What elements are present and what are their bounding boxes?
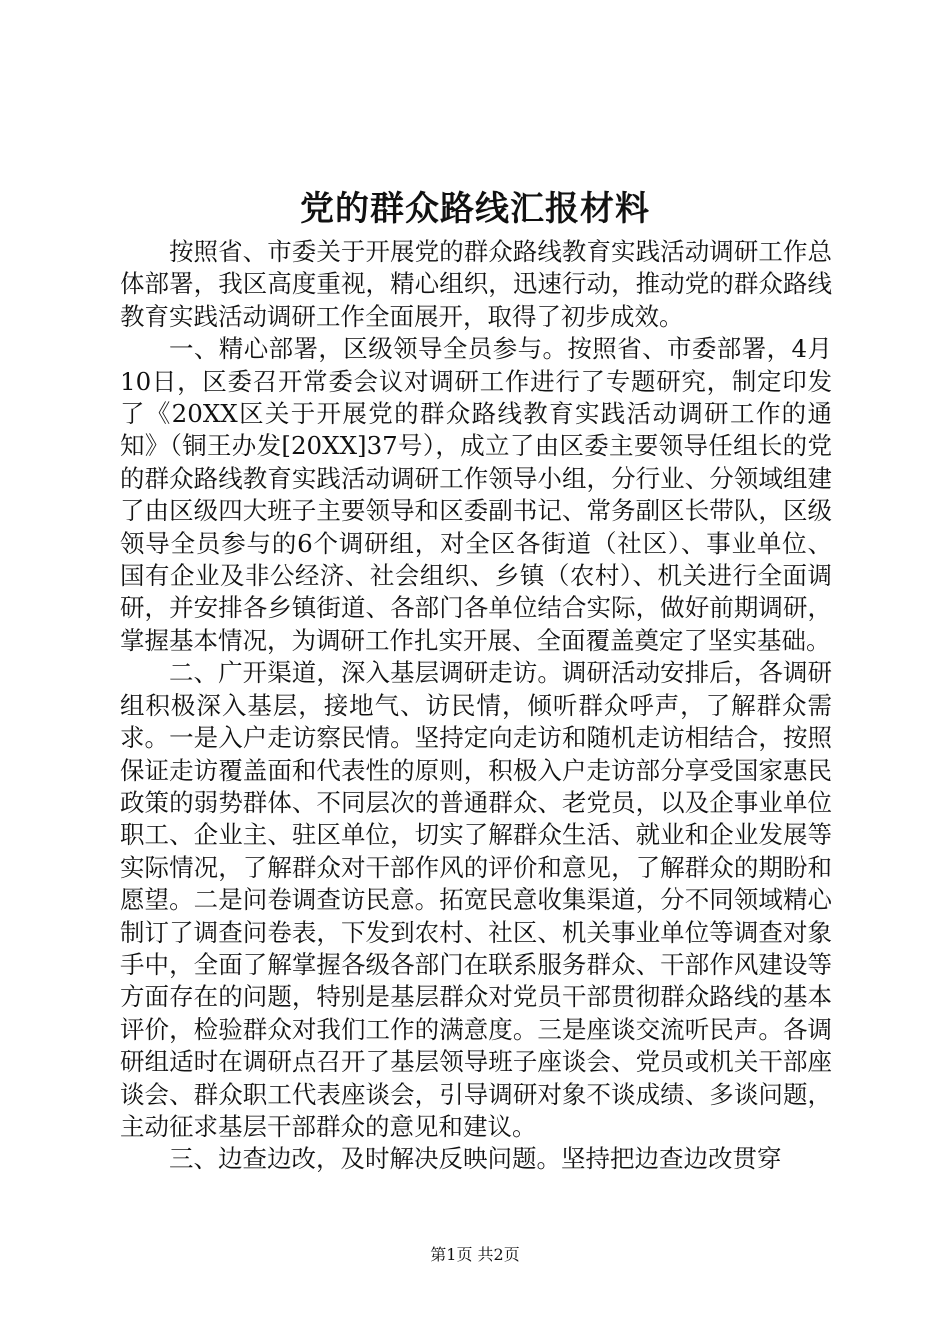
paragraph-section-3: 三、边查边改，及时解决反映问题。坚持把边查边改贯穿 bbox=[169, 1144, 782, 1174]
paragraph-intro: 按照省、市委关于开展党的群众路线教育实践活动调研工作总体部署，我区高度重视，精心组织，迅速行动，推动党的群众路线教育实践活动调研工作全面展开，取得了初步成效。 bbox=[120, 237, 832, 331]
paragraph-section-1: 一、精心部署，区级领导全员参与。按照省、市委部署，4月10日，区委召开常委会议对调研工作进行了专题研究，制定印发了《20XX区关于开展党的群众路线教育实践活动调研工作的通知》（铜王办发[20XX]37号），成立了由区委主要领导任组长的党的群众路线教育实践活动调研工作领导小组，分行业、分领域组建了由区级四大班子主要领导和区委副书记、常务副区长带队，区级领导全员参与的6个调研组，对全区各街道（社区）、事业单位、国有企业及非公经济、社会组织、乡镇（农村）、机关进行全面调研，并安排各乡镇街道、各部门各单位结合实际，做好前期调研，掌握基本情况，为调研工作扎实开展、全面覆盖奠定了坚实基础。 bbox=[120, 334, 832, 655]
paragraph-section-2: 二、广开渠道，深入基层调研走访。调研活动安排后，各调研组积极深入基层，接地气、访民情，倾听群众呼声，了解群众需求。一是入户走访察民情。坚持定向走访和随机走访相结合，按照保证走访覆盖面和代表性的原则，积极入户走访部分享受国家惠民政策的弱势群体、不同层次的普通群众、老党员，以及企事业单位职工、企业主、驻区单位，切实了解群众生活、就业和企业发展等实际情况，了解群众对干部作风的评价和意见，了解群众的期盼和愿望。二是问卷调查访民意。拓宽民意收集渠道，分不同领域精心制订了调查问卷表，下发到农村、社区、机关事业单位等调查对象手中，全面了解掌握各级各部门在联系服务群众、干部作风建设等方面存在的问题，特别是基层群众对党员干部贯彻群众路线的基本评价，检验群众对我们工作的满意度。三是座谈交流听民声。各调研组适时在调研点召开了基层领导班子座谈会、党员或机关干部座谈会、群众职工代表座谈会，引导调研对象不谈成绩、多谈问题，主动征求基层干部群众的意见和建议。 bbox=[120, 658, 832, 1141]
document-body bbox=[120, 236, 832, 1176]
page-number-footer: 第1页 共2页 bbox=[430, 1245, 520, 1264]
document-title: 党的群众路线汇报材料 bbox=[300, 189, 650, 229]
